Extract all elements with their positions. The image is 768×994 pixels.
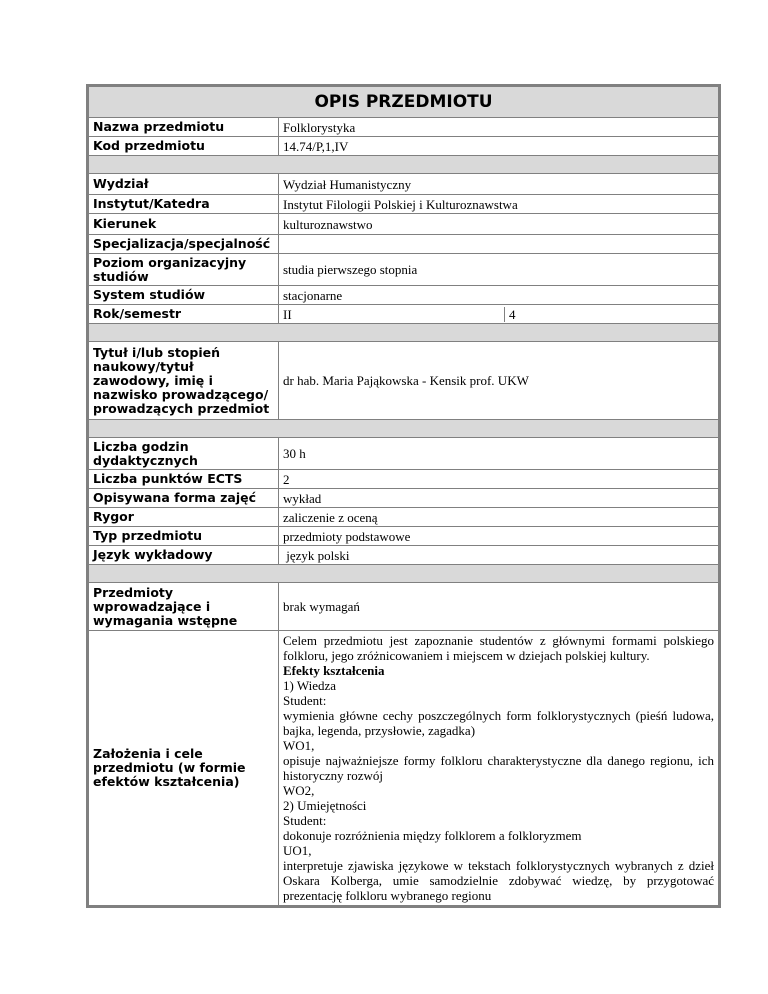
goals-line: opisuje najważniejsze formy folkloru charakterystyczne dla danego regionu, ich historyczny rozwój bbox=[283, 753, 714, 783]
goals-line: interpretuje zjawiska językowe w tekstach folklorystycznych wybranych z dzieł Oskara Kolberga, umie samodzielnie zdobywać wiedzę, by przygotować prezentację folkloru wybranego regionu bbox=[283, 858, 714, 903]
table-row bbox=[89, 305, 719, 324]
page-title: OPIS PRZEDMIOTU bbox=[89, 87, 719, 118]
goals-line: Student: bbox=[283, 693, 327, 708]
course-type-label: Typ przedmiotu bbox=[89, 527, 279, 546]
course-type-value: przedmioty podstawowe bbox=[279, 527, 719, 546]
table-row bbox=[89, 118, 719, 137]
goals-line: WO1, bbox=[283, 738, 315, 753]
course-name-label: Nazwa przedmiotu bbox=[89, 118, 279, 137]
table-row bbox=[89, 195, 719, 214]
goals-intro: Celem przedmiotu jest zapoznanie studentów z głównymi formami polskiego folkloru, jego zróżnicowaniem i miejscem w dziejach polskiej kultury. bbox=[283, 633, 714, 663]
ects-value: 2 bbox=[279, 470, 719, 489]
course-code-value: 14.74/P,1,IV bbox=[279, 137, 719, 156]
institute-label: Instytut/Katedra bbox=[89, 195, 279, 214]
goals-line: Student: bbox=[283, 813, 327, 828]
table-row bbox=[89, 527, 719, 546]
study-system-label: System studiów bbox=[89, 286, 279, 305]
table-row bbox=[89, 214, 719, 235]
faculty-label: Wydział bbox=[89, 174, 279, 195]
specialization-label: Specjalizacja/specjalność bbox=[89, 235, 279, 254]
ects-label: Liczba punktów ECTS bbox=[89, 470, 279, 489]
goals-value bbox=[279, 631, 719, 906]
language-value: język polski bbox=[279, 546, 719, 565]
faculty-value: Wydział Humanistyczny bbox=[279, 174, 719, 195]
study-level-label: Poziom organizacyjny studiów bbox=[89, 254, 279, 286]
field-label: Kierunek bbox=[89, 214, 279, 235]
separator bbox=[89, 565, 719, 583]
year-value: II bbox=[279, 307, 505, 322]
class-form-label: Opisywana forma zajęć bbox=[89, 489, 279, 508]
class-form-value: wykład bbox=[279, 489, 719, 508]
semester-value: 4 bbox=[509, 306, 516, 322]
course-name-value: Folklorystyka bbox=[279, 118, 719, 137]
course-code-label: Kod przedmiotu bbox=[89, 137, 279, 156]
year-semester-label: Rok/semestr bbox=[89, 305, 279, 324]
separator bbox=[89, 156, 719, 174]
table-row bbox=[89, 583, 719, 631]
table-row bbox=[89, 470, 719, 489]
separator bbox=[89, 420, 719, 438]
year-semester-value bbox=[279, 305, 719, 324]
goals-line: 2) Umiejętności bbox=[283, 798, 367, 813]
course-description-table bbox=[86, 84, 721, 908]
lecturer-value: dr hab. Maria Pająkowska - Kensik prof. UKW bbox=[279, 342, 719, 420]
separator bbox=[89, 324, 719, 342]
effects-heading: Efekty kształcenia bbox=[283, 663, 385, 678]
table-row bbox=[89, 235, 719, 254]
table-row bbox=[89, 489, 719, 508]
prerequisites-label: Przedmioty wprowadzające i wymagania wstępne bbox=[89, 583, 279, 631]
study-level-value: studia pierwszego stopnia bbox=[279, 254, 719, 286]
goals-line: 1) Wiedza bbox=[283, 678, 337, 693]
lecturer-label: Tytuł i/lub stopień naukowy/tytuł zawodowy, imię i nazwisko prowadzącego/ prowadzących przedmiot bbox=[89, 342, 279, 420]
field-value: kulturoznawstwo bbox=[279, 214, 719, 235]
goals-line: WO2, bbox=[283, 783, 315, 798]
rigor-value: zaliczenie z oceną bbox=[279, 508, 719, 527]
language-label: Język wykładowy bbox=[89, 546, 279, 565]
rigor-label: Rygor bbox=[89, 508, 279, 527]
goals-label: Założenia i cele przedmiotu (w formie efektów kształcenia) bbox=[89, 631, 279, 906]
prerequisites-value: brak wymagań bbox=[279, 583, 719, 631]
table-row bbox=[89, 631, 719, 906]
table-row bbox=[89, 137, 719, 156]
goals-line: dokonuje rozróżnienia między folklorem a folkloryzmem bbox=[283, 828, 582, 843]
table-row bbox=[89, 508, 719, 527]
table-row bbox=[89, 286, 719, 305]
table-row bbox=[89, 546, 719, 565]
study-system-value: stacjonarne bbox=[279, 286, 719, 305]
table-row bbox=[89, 254, 719, 286]
institute-value: Instytut Filologii Polskiej i Kulturoznawstwa bbox=[279, 195, 719, 214]
specialization-value bbox=[279, 235, 719, 254]
goals-line: UO1, bbox=[283, 843, 312, 858]
goals-line: wymienia główne cechy poszczególnych form folklorystycznych (pieśń ludowa, bajka, legenda, przysłowie, zagadka) bbox=[283, 708, 714, 738]
table-row bbox=[89, 342, 719, 420]
table-row bbox=[89, 174, 719, 195]
hours-label: Liczba godzin dydaktycznych bbox=[89, 438, 279, 470]
table-row bbox=[89, 438, 719, 470]
hours-value: 30 h bbox=[279, 438, 719, 470]
